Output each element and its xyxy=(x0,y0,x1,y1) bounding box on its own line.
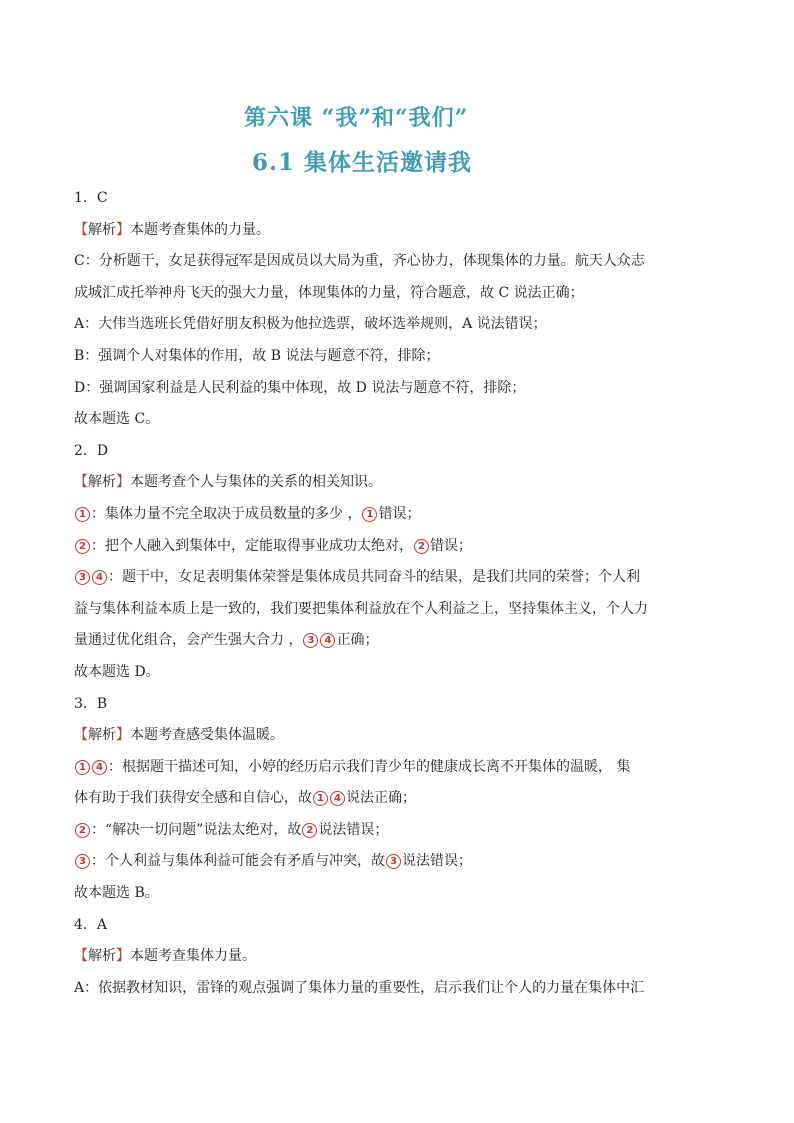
question-2-heading: 2．D xyxy=(74,442,109,459)
question-2-line: 量通过优化组合，会产生强大合力 ， 3 4 正确； xyxy=(74,632,379,649)
question-1-line: A：大伟当选班长凭借好朋友积极为他拉选票，破坏选举规则，A 说法错误； xyxy=(74,316,547,333)
analysis-bracket-close: 】 xyxy=(116,727,130,744)
analysis-bracket-open: 【 xyxy=(74,948,88,965)
question-2-analysis xyxy=(74,467,734,499)
section-title: 6.1 集体生活邀请我 xyxy=(252,149,473,176)
question-1-heading: 1．C xyxy=(74,190,108,206)
option-number-marker: 4 xyxy=(92,760,107,775)
option-number-marker: 1 xyxy=(75,507,90,522)
option-number-marker: 3 xyxy=(386,854,401,869)
option-number-marker: 2 xyxy=(75,539,90,554)
option-number-marker: 4 xyxy=(320,633,335,648)
analysis-label: 解析 xyxy=(88,221,116,238)
question-4-analysis xyxy=(74,941,734,973)
option-number-marker: 1 xyxy=(313,791,328,806)
option-number-marker: 1 xyxy=(362,507,377,522)
question-4-heading: 4．A xyxy=(74,916,108,933)
answer-body xyxy=(74,183,734,1004)
question-3-heading: 3．B xyxy=(74,695,108,712)
option-number-marker: 4 xyxy=(92,570,107,585)
option-number-marker: 1 xyxy=(75,760,90,775)
option-number-marker: 4 xyxy=(330,791,345,806)
question-3-line: 1 4 ：根据题干描述可知，小婷的经历启示我们青少年的健康成长离不开集体的温暖， 集 xyxy=(74,752,734,784)
question-1-line: 成城汇成托举神舟飞天的强大力量，体现集体的力量，符合题意，故 C 说法正确； xyxy=(74,284,584,301)
analysis-bracket-close: 】 xyxy=(116,948,130,965)
question-1-line: D：强调国家利益是人民利益的集中体现，故 D 说法与题意不符，排除； xyxy=(74,379,526,396)
analysis-label: 解析 xyxy=(88,727,116,744)
question-3-conclusion: 故本题选 B。 xyxy=(74,885,159,902)
question-3-line: 体有助于我们获得安全感和自信心，故 1 4 说法正确； xyxy=(74,790,416,807)
question-1-line: B：强调个人对集体的作用，故 B 说法与题意不符，排除； xyxy=(74,347,440,364)
analysis-text: 本题考查感受集体温暖。 xyxy=(130,727,284,744)
question-3-line: 3 ：个人利益与集体利益可能会有矛盾与冲突，故 3 说法错误； xyxy=(74,846,734,878)
analysis-bracket-close: 】 xyxy=(116,474,130,491)
analysis-bracket-close: 】 xyxy=(116,221,130,238)
analysis-text: 本题考查集体力量。 xyxy=(130,948,256,965)
analysis-text: 本题考查个人与集体的关系的相关知识。 xyxy=(130,474,382,491)
lesson-title: 第六课 “我”和“我们” xyxy=(244,105,469,131)
analysis-bracket-open: 【 xyxy=(74,474,88,491)
option-number-marker: 2 xyxy=(75,823,90,838)
question-4-line: A：依据教材知识，雷锋的观点强调了集体力量的重要性，启示我们让个人的力量在集体中汇 xyxy=(74,979,645,996)
question-1-line: C：分析题干，女足获得冠军是因成员以大局为重，齐心协力，体现集体的力量。航天人众志 xyxy=(74,253,645,270)
question-1-analysis xyxy=(74,215,734,247)
question-3-line: 2 ：“解决一切问题”说法太绝对，故 2 说法错误； xyxy=(74,815,734,847)
analysis-bracket-open: 【 xyxy=(74,221,88,238)
option-number-marker: 3 xyxy=(75,570,90,585)
option-number-marker: 3 xyxy=(75,854,90,869)
option-number-marker: 2 xyxy=(302,823,317,838)
question-2-conclusion: 故本题选 D。 xyxy=(74,663,160,680)
option-number-marker: 2 xyxy=(414,539,429,554)
question-2-line: 3 4 ：题干中，女足表明集体荣誉是集体成员共同奋斗的结果，是我们共同的荣誉；个人利 xyxy=(74,562,734,594)
question-1-conclusion: 故本题选 C。 xyxy=(74,411,160,428)
question-2-line: 2 ：把个人融入到集体中，定能取得事业成功太绝对， 2 错误； xyxy=(74,531,734,563)
question-3-analysis xyxy=(74,720,734,752)
analysis-label: 解析 xyxy=(88,948,116,965)
question-2-line: 1 ：集体力量不完全取决于成员数量的多少 ， 1 错误； xyxy=(74,499,734,531)
analysis-label: 解析 xyxy=(88,474,116,491)
option-number-marker: 3 xyxy=(303,633,318,648)
question-2-line: 益与集体利益本质上是一致的，我们要把集体利益放在个人利益之上，坚持集体主义，个人力 xyxy=(74,600,648,617)
analysis-text: 本题考查集体的力量。 xyxy=(130,221,270,238)
analysis-bracket-open: 【 xyxy=(74,727,88,744)
